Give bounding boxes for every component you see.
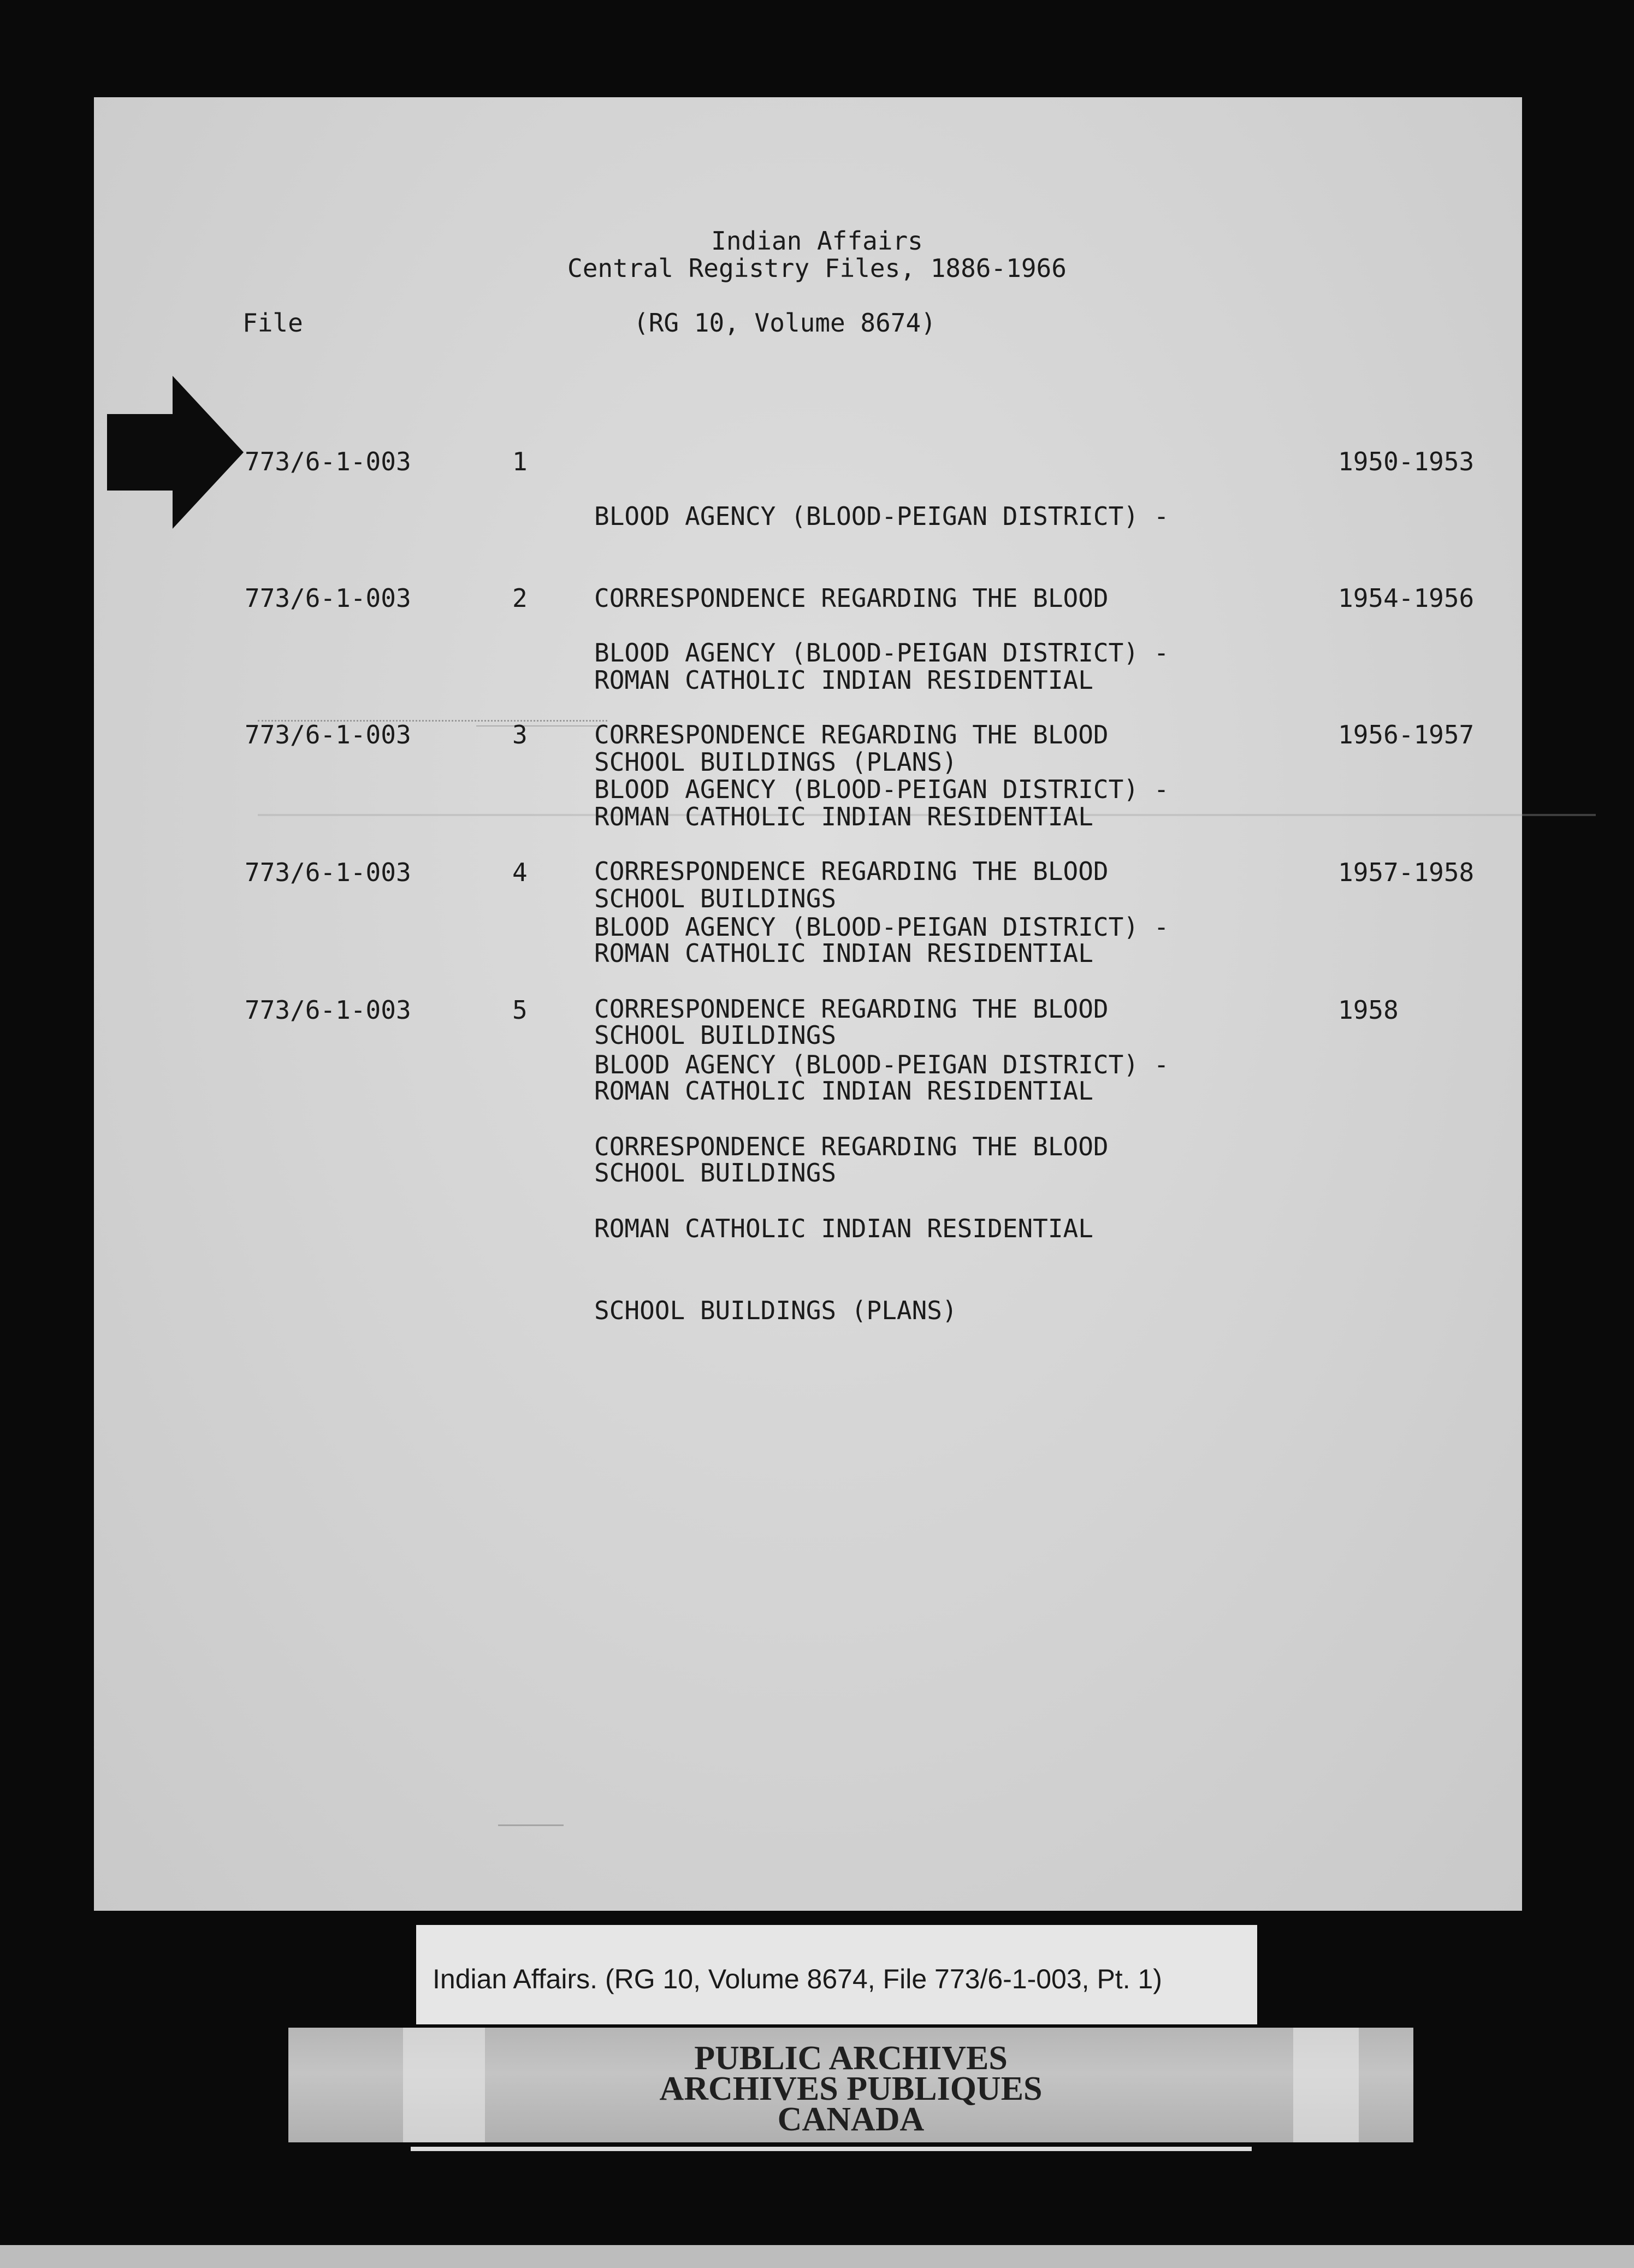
underline-mark <box>476 725 607 727</box>
stamp-line: PUBLIC ARCHIVES <box>694 2040 1008 2077</box>
stamp-text <box>288 2040 1413 2138</box>
file-number: 773/6-1-003 <box>245 858 411 887</box>
description-line: SCHOOL BUILDINGS (PLANS) <box>594 747 957 777</box>
part-number: 3 <box>512 720 528 749</box>
part-number: 4 <box>512 858 528 887</box>
description-line: BLOOD AGENCY (BLOOD-PEIGAN DISTRICT) - <box>594 1050 1169 1079</box>
stamp-line: CANADA <box>777 2101 925 2138</box>
description-line: ROMAN CATHOLIC INDIAN RESIDENTIAL <box>594 802 1093 831</box>
description-line: BLOOD AGENCY (BLOOD-PEIGAN DISTRICT) - <box>594 638 1169 668</box>
archives-stamp <box>288 2028 1413 2142</box>
file-number: 773/6-1-003 <box>245 447 411 476</box>
description-line: SCHOOL BUILDINGS <box>594 884 837 913</box>
file-number: 773/6-1-003 <box>245 583 411 613</box>
arrow-right-icon <box>107 376 244 529</box>
part-number: 5 <box>512 995 528 1025</box>
part-number: 1 <box>512 447 528 476</box>
description-line: BLOOD AGENCY (BLOOD-PEIGAN DISTRICT) - <box>594 501 1169 531</box>
file-description <box>594 996 1169 1379</box>
stamp-underline <box>411 2147 1252 2151</box>
description-line: CORRESPONDENCE REGARDING THE BLOOD <box>594 720 1109 749</box>
description-line: BLOOD AGENCY (BLOOD-PEIGAN DISTRICT) - <box>594 912 1169 942</box>
description-line: ROMAN CATHOLIC INDIAN RESIDENTIAL <box>594 1076 1093 1106</box>
date-range: 1957-1958 <box>1338 858 1475 887</box>
description-line: ROMAN CATHOLIC INDIAN RESIDENTIAL <box>594 665 1093 695</box>
paper-mark <box>498 1824 564 1826</box>
header-subtitle: Central Registry Files, 1886-1966 <box>567 253 1067 283</box>
date-range: 1958 <box>1338 995 1399 1025</box>
caption-text: Indian Affairs. (RG 10, Volume 8674, File 773/6-1-003, Pt. 1) <box>433 1964 1162 1994</box>
film-edge <box>0 2245 1634 2268</box>
description-line: BLOOD AGENCY (BLOOD-PEIGAN DISTRICT) - <box>594 775 1169 804</box>
description-line: SCHOOL BUILDINGS (PLANS) <box>594 1296 957 1325</box>
description-line: ROMAN CATHOLIC INDIAN RESIDENTIAL <box>594 938 1093 968</box>
date-range: 1950-1953 <box>1338 447 1475 476</box>
file-number: 773/6-1-003 <box>245 720 411 749</box>
header-title: Indian Affairs <box>711 226 923 256</box>
file-number: 773/6-1-003 <box>245 995 411 1025</box>
description-line: ROMAN CATHOLIC INDIAN RESIDENTIAL <box>594 1214 1093 1243</box>
volume-label: (RG 10, Volume 8674) <box>634 308 936 338</box>
description-line: CORRESPONDENCE REGARDING THE BLOOD <box>594 857 1109 886</box>
description-line: SCHOOL BUILDINGS <box>594 1158 837 1188</box>
file-column-label: File <box>242 308 303 338</box>
part-number: 2 <box>512 583 528 613</box>
date-range: 1954-1956 <box>1338 583 1475 613</box>
description-line: CORRESPONDENCE REGARDING THE BLOOD <box>594 1132 1109 1161</box>
description-line: CORRESPONDENCE REGARDING THE BLOOD <box>594 583 1109 613</box>
date-range: 1956-1957 <box>1338 720 1475 749</box>
stamp-line: ARCHIVES PUBLIQUES <box>659 2070 1043 2107</box>
caption-slip <box>416 1925 1257 2024</box>
description-line: CORRESPONDENCE REGARDING THE BLOOD <box>594 994 1109 1024</box>
description-line: SCHOOL BUILDINGS <box>594 1020 837 1050</box>
